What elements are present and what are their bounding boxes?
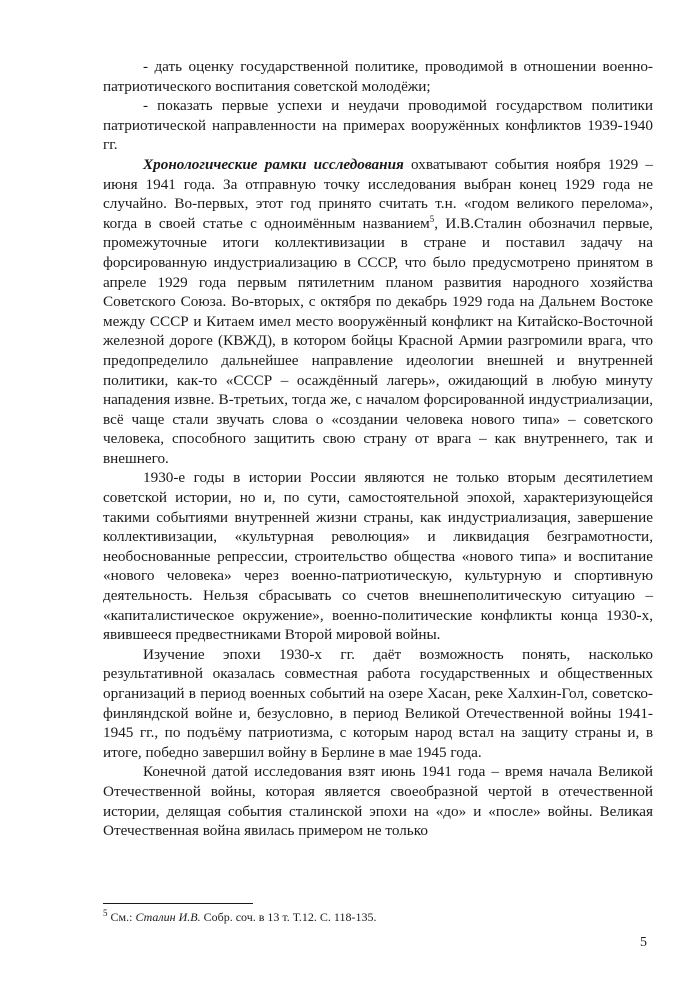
paragraph-1930s: 1930-е годы в истории России являются не только вторым десятилетием советской истории, но и, по сути, самостоятельной эпохой, характеризующейся такими событиями внутренней жизни страны, как индустриализация, завершение коллективизации, «культурная революция» и ликвидация безграмотности, необоснованные репрессии, строительство общества «нового типа» и воспитание «нового человека» через военно-патриотическую, культурную и спортивную деятельность. Нельзя сбрасывать со счетов внешнеполитическую ситуацию – «капиталистическое окружение», военно-политические конфликты конца 1930-х, явившееся предвестниками Второй мировой войны.	[103, 469, 653, 644]
footnote	[103, 910, 663, 925]
chronology-text-a: охватывают события ноября 1929 – июня 1941 года. За отправную точку исследования выбран конец 1929 года не случайно. Во-первых, этот год принято считать т.н. «годом великого перелома», когда в своей статье с одноимённым названием	[103, 155, 653, 232]
footnote-rest: Собр. соч. в 13 т. Т.12. С. 118-135.	[200, 910, 377, 924]
footnote-divider	[103, 903, 253, 904]
list-item-2: - показать первые успехи и неудачи проводимой государством политики патриотической направленности на примерах вооружённых конфликтов 1939-1940 гг.	[103, 97, 653, 154]
footnote-number: 5	[103, 908, 108, 918]
list-item-1: - дать оценку государственной политике, проводимой в отношении военно-патриотического воспитания советской молодёжи;	[103, 58, 653, 95]
footnote-ref[interactable]: 5	[429, 213, 435, 224]
body-text	[103, 57, 653, 841]
page-number: 5	[640, 935, 647, 950]
chronology-text-b: , И.В.Сталин обозначил первые, промежуточные итоги коллективизации в стране и поставил задачу на форсированную индустриализацию в СССР, что было предусмотрено принятом в апреле 1929 года первым пятилетним планом развития народного хозяйства Советского Союза. Во-вторых, с октября по декабрь 1929 года на Дальнем Востоке между СССР и Китаем имел место вооружённый конфликт на Китайско-Восточной железной дороге (КВЖД), в котором бойцы Красной Армии разгромили врага, что предопределило дальнейшее направление идеологии внешней и внутренней политики, как-то «СССР – осаждённый лагерь», ожидающий в любую минуту нападения извне. В-третьих, тогда же, с началом форсированной индустриализации, всё чаще стали звучать слова о «создании человека нового типа» – советского человека, способного защитить свою страну от врага – как внутреннего, так и внешнего.	[103, 214, 653, 467]
paragraph-study: Изучение эпохи 1930-х гг. даёт возможность понять, насколько результативной оказалась совместная работа государственных и общественных организаций в период военных событий на озере Хасан, реке Халхин-Гол, советско-финляндской войне и, безусловно, в период Великой Отечественной войны 1941-1945 гг., по подъёму патриотизма, с которым народ встал на защиту страны и, в итоге, победно завершил войну в Берлине в мае 1945 года.	[103, 645, 653, 761]
footnote-prefix: См.:	[107, 910, 136, 924]
chronology-lead: Хронологические рамки исследования	[143, 155, 404, 173]
footnote-author: Сталин И.В.	[135, 910, 201, 924]
paragraph-end-date: Конечной датой исследования взят июнь 1941 года – время начала Великой Отечественной войны, которая является своеобразной чертой в отечественной истории, делящая события сталинской эпохи на «до» и «после» войны. Великая Отечественная война явилась примером не только	[103, 763, 653, 840]
paragraph-chronology	[103, 155, 653, 469]
